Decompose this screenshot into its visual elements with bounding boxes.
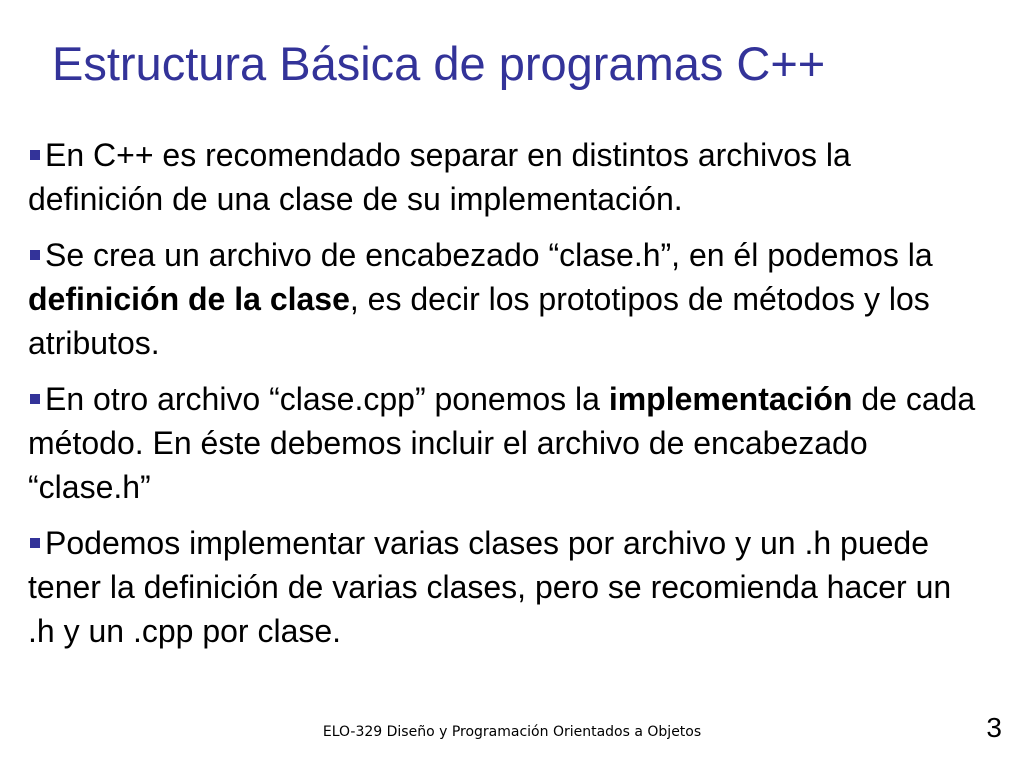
bullet-text: Se crea un archivo de encabezado “clase.h”, en él podemos la bbox=[45, 237, 933, 273]
bullet-item-cpp-file bbox=[28, 377, 978, 509]
bullet-text: En otro archivo “clase.cpp” ponemos la bbox=[45, 381, 609, 417]
square-bullet-icon bbox=[30, 538, 40, 548]
bullet-item-separate-files bbox=[28, 133, 978, 221]
square-bullet-icon bbox=[30, 150, 40, 160]
bullet-text: , es decir los prototipos de métodos y los atributos. bbox=[28, 281, 930, 361]
footer-course-title: ELO-329 Diseño y Programación Orientados a Objetos bbox=[322, 724, 702, 740]
bullet-text-bold: implementación bbox=[608, 381, 853, 417]
square-bullet-icon bbox=[30, 394, 40, 404]
bullet-text: Podemos implementar varias clases por archivo y un .h puede tener la definición de varias clases, pero se recomienda hacer un .h y un .cpp por clase. bbox=[28, 525, 952, 649]
slide-title: Estructura Básica de programas C++ bbox=[52, 37, 826, 90]
bullet-text: de cada método. En éste debemos incluir el archivo de encabezado “clase.h” bbox=[28, 381, 976, 505]
bullet-item-header-file bbox=[28, 233, 978, 365]
bullet-text-bold: definición de la clase bbox=[28, 281, 350, 317]
square-bullet-icon bbox=[30, 250, 40, 260]
bullet-list bbox=[28, 133, 978, 665]
bullet-text: En C++ es recomendado separar en distintos archivos la definición de una clase de su implementación. bbox=[28, 137, 851, 217]
page-number: 3 bbox=[986, 712, 1002, 743]
bullet-item-multiple-classes bbox=[28, 521, 978, 653]
